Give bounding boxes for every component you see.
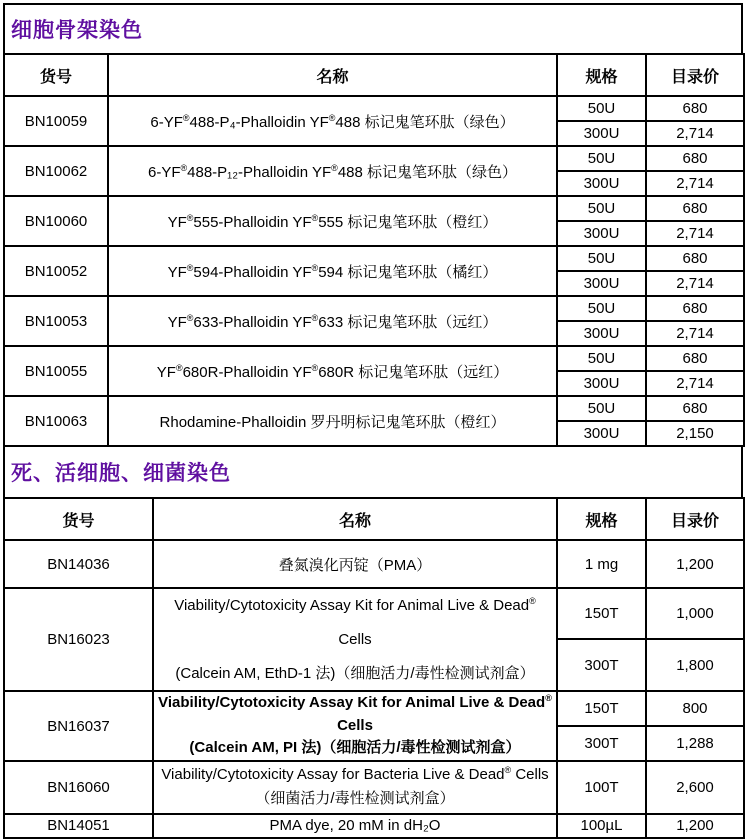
spec-cell: 300U xyxy=(557,321,646,346)
table-row xyxy=(4,396,744,421)
spec-cell: 300T xyxy=(557,639,646,691)
spec-cell: 300U xyxy=(557,171,646,196)
table-row xyxy=(4,588,744,639)
price-cell: 2,714 xyxy=(646,221,744,246)
spec-cell: 50U xyxy=(557,146,646,171)
catalog-cell: BN10060 xyxy=(4,196,108,246)
table-row xyxy=(4,540,744,588)
name-cell xyxy=(153,761,557,814)
table-row xyxy=(4,691,744,726)
section-title-text: 细胞骨架染色 xyxy=(11,19,143,42)
catalog-cell: BN10052 xyxy=(4,246,108,296)
price-cell: 680 xyxy=(646,296,744,321)
spec-cell: 150T xyxy=(557,588,646,639)
table-row xyxy=(4,96,744,121)
table-row xyxy=(4,196,744,221)
price-cell: 2,714 xyxy=(646,371,744,396)
name-cell: Rhodamine-Phalloidin 罗丹明标记鬼笔环肽（橙红） xyxy=(108,396,557,446)
catalog-cell: BN10059 xyxy=(4,96,108,146)
column-header-price: 目录价 xyxy=(646,54,744,96)
spec-cell: 1 mg xyxy=(557,540,646,588)
price-cell: 2,714 xyxy=(646,271,744,296)
spec-cell: 50U xyxy=(557,396,646,421)
table-row xyxy=(4,246,744,271)
price-cell: 800 xyxy=(646,691,744,726)
spec-cell: 50U xyxy=(557,296,646,321)
name-cell: YF®680R-Phalloidin YF®680R 标记鬼笔环肽（远红） xyxy=(108,346,557,396)
spec-cell: 50U xyxy=(557,196,646,221)
price-cell: 680 xyxy=(646,246,744,271)
name-line-1: Viability/Cytotoxicity Assay for Bacteria Live & Dead® Cells xyxy=(161,765,549,784)
name-line-1: Viability/Cytotoxicity Assay Kit for Animal Live & Dead® Cells xyxy=(174,596,536,648)
spec-cell: 50U xyxy=(557,346,646,371)
name-cell: YF®594-Phalloidin YF®594 标记鬼笔环肽（橘红） xyxy=(108,246,557,296)
catalog-cell: BN10063 xyxy=(4,396,108,446)
name-line-1: Viability/Cytotoxicity Assay Kit for Animal Live & Dead® Cells xyxy=(158,693,552,734)
column-header-spec: 规格 xyxy=(557,498,646,540)
section-title-cytoskeleton xyxy=(3,3,743,53)
price-cell: 2,150 xyxy=(646,421,744,446)
column-header-spec: 规格 xyxy=(557,54,646,96)
name-cell: YF®633-Phalloidin YF®633 标记鬼笔环肽（远红） xyxy=(108,296,557,346)
name-cell: YF®555-Phalloidin YF®555 标记鬼笔环肽（橙红） xyxy=(108,196,557,246)
spec-cell: 300U xyxy=(557,371,646,396)
spec-cell: 300U xyxy=(557,121,646,146)
spec-cell: 300U xyxy=(557,271,646,296)
catalog-cell: BN14051 xyxy=(4,814,153,838)
column-header-price: 目录价 xyxy=(646,498,744,540)
price-cell: 680 xyxy=(646,346,744,371)
name-cell: 6-YF®488-P₁₂-Phalloidin YF®488 标记鬼笔环肽（绿色） xyxy=(108,146,557,196)
price-cell: 2,714 xyxy=(646,321,744,346)
table-header-row xyxy=(4,498,744,540)
spec-cell: 300T xyxy=(557,726,646,761)
live-dead-table xyxy=(3,497,745,839)
name-cell: 6-YF®488-P₄-Phalloidin YF®488 标记鬼笔环肽（绿色） xyxy=(108,96,557,146)
spec-cell: 50U xyxy=(557,246,646,271)
price-cell: 680 xyxy=(646,196,744,221)
name-cell: 叠氮溴化丙锭（PMA） xyxy=(153,540,557,588)
name-line-2: （细菌活力/毒性检测试剂盒） xyxy=(255,790,455,808)
section-title-text: 死、活细胞、细菌染色 xyxy=(11,462,231,485)
catalog-document xyxy=(3,3,743,839)
price-cell: 680 xyxy=(646,96,744,121)
column-header-name: 名称 xyxy=(108,54,557,96)
name-cell xyxy=(153,588,557,691)
name-line-2: (Calcein AM, PI 法)（细胞活力/毒性检测试剂盒） xyxy=(189,739,521,757)
spec-cell: 100µL xyxy=(557,814,646,838)
name-cell xyxy=(153,691,557,761)
catalog-cell: BN16023 xyxy=(4,588,153,691)
price-cell: 1,800 xyxy=(646,639,744,691)
catalog-cell: BN14036 xyxy=(4,540,153,588)
name-line-2: (Calcein AM, EthD-1 法)（细胞活力/毒性检测试剂盒） xyxy=(175,664,535,682)
price-cell: 1,200 xyxy=(646,814,744,838)
spec-cell: 150T xyxy=(557,691,646,726)
column-header-name: 名称 xyxy=(153,498,557,540)
table-row xyxy=(4,761,744,814)
price-cell: 2,714 xyxy=(646,121,744,146)
table-row xyxy=(4,296,744,321)
price-cell: 680 xyxy=(646,146,744,171)
table-header-row xyxy=(4,54,744,96)
spec-cell: 300U xyxy=(557,421,646,446)
price-cell: 2,714 xyxy=(646,171,744,196)
column-header-catalog: 货号 xyxy=(4,54,108,96)
spec-cell: 50U xyxy=(557,96,646,121)
table-row xyxy=(4,146,744,171)
price-cell: 1,000 xyxy=(646,588,744,639)
table-row xyxy=(4,346,744,371)
catalog-cell: BN10053 xyxy=(4,296,108,346)
catalog-cell: BN16060 xyxy=(4,761,153,814)
price-cell: 1,200 xyxy=(646,540,744,588)
name-cell: PMA dye, 20 mM in dH₂O xyxy=(153,814,557,838)
column-header-catalog: 货号 xyxy=(4,498,153,540)
price-cell: 1,288 xyxy=(646,726,744,761)
section-title-live-dead xyxy=(3,447,743,497)
spec-cell: 100T xyxy=(557,761,646,814)
cytoskeleton-table xyxy=(3,53,745,447)
price-cell: 2,600 xyxy=(646,761,744,814)
catalog-cell: BN10062 xyxy=(4,146,108,196)
price-cell: 680 xyxy=(646,396,744,421)
spec-cell: 300U xyxy=(557,221,646,246)
catalog-cell: BN16037 xyxy=(4,691,153,761)
catalog-cell: BN10055 xyxy=(4,346,108,396)
table-row xyxy=(4,814,744,838)
